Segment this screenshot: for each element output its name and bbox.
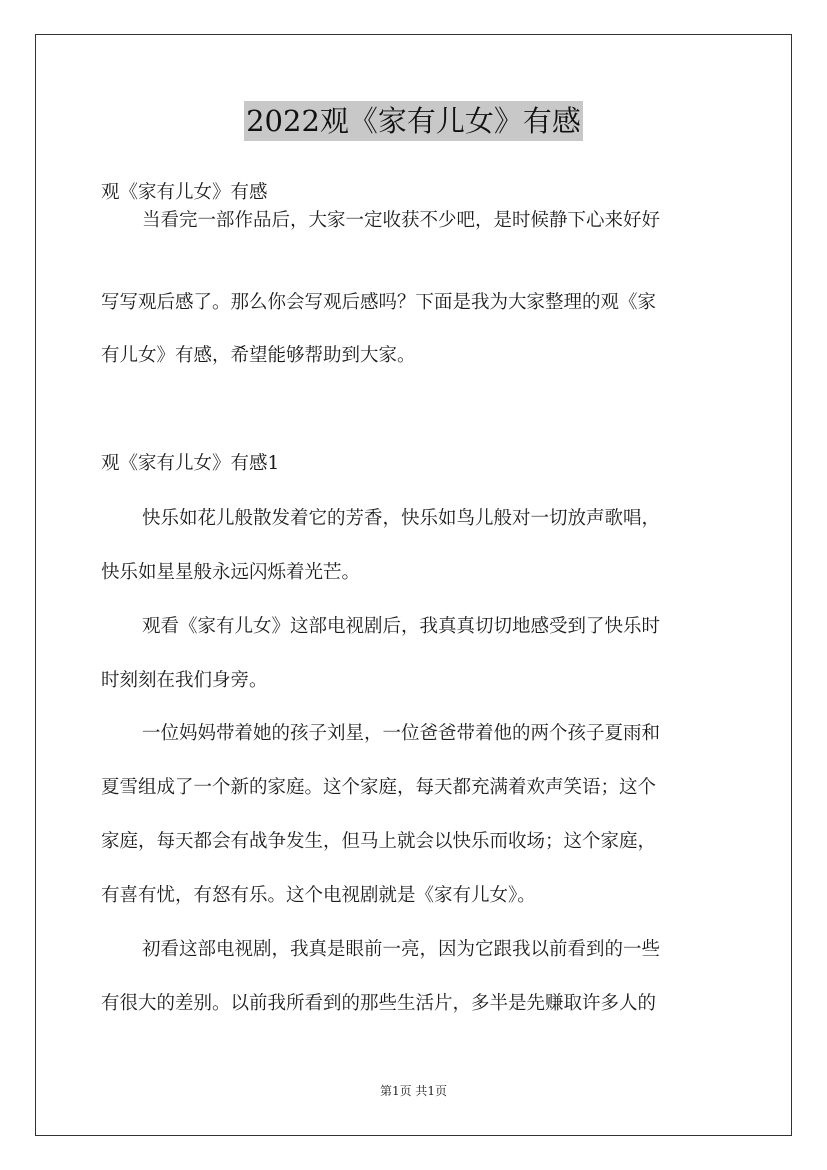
page-footer: 第1页 共1页 [379, 1084, 448, 1098]
body-line: 一位妈妈带着她的孩子刘星，一位爸爸带着他的两个孩子夏雨和 [142, 723, 661, 744]
document-title: 2022观《家有儿女》有感 [244, 101, 583, 141]
body-line: 有喜有忧，有怒有乐。这个电视剧就是《家有儿女》。 [101, 885, 536, 906]
body-line: 夏雪组成了一个新的家庭。这个家庭，每天都充满着欢声笑语；这个 [101, 777, 657, 798]
body-line: 时刻刻在我们身旁。 [101, 670, 268, 691]
body-line: 快乐如花儿般散发着它的芳香，快乐如鸟儿般对一切放声歌唱， [142, 508, 661, 529]
body-line: 家庭，每天都会有战争发生，但马上就会以快乐而收场；这个家庭， [101, 831, 657, 852]
section-heading: 观《家有儿女》有感 [101, 182, 268, 203]
subheading: 观《家有儿女》有感1 [101, 453, 280, 474]
intro-line-3: 有儿女》有感，希望能够帮助到大家。 [101, 345, 416, 366]
body-line: 观看《家有儿女》这部电视剧后，我真真切切地感受到了快乐时 [142, 616, 661, 637]
body-line: 快乐如星星般永远闪烁着光芒。 [101, 562, 361, 583]
body-line: 有很大的差别。以前我所看到的那些生活片，多半是先赚取许多人的 [101, 993, 657, 1014]
title-container [0, 101, 827, 141]
body-line: 初看这部电视剧，我真是眼前一亮，因为它跟我以前看到的一些 [142, 939, 661, 960]
intro-line-1: 当看完一部作品后，大家一定收获不少吧，是时候静下心来好好 [142, 210, 661, 231]
intro-line-2: 写写观后感了。那么你会写观后感吗？下面是我为大家整理的观《家 [101, 292, 657, 313]
